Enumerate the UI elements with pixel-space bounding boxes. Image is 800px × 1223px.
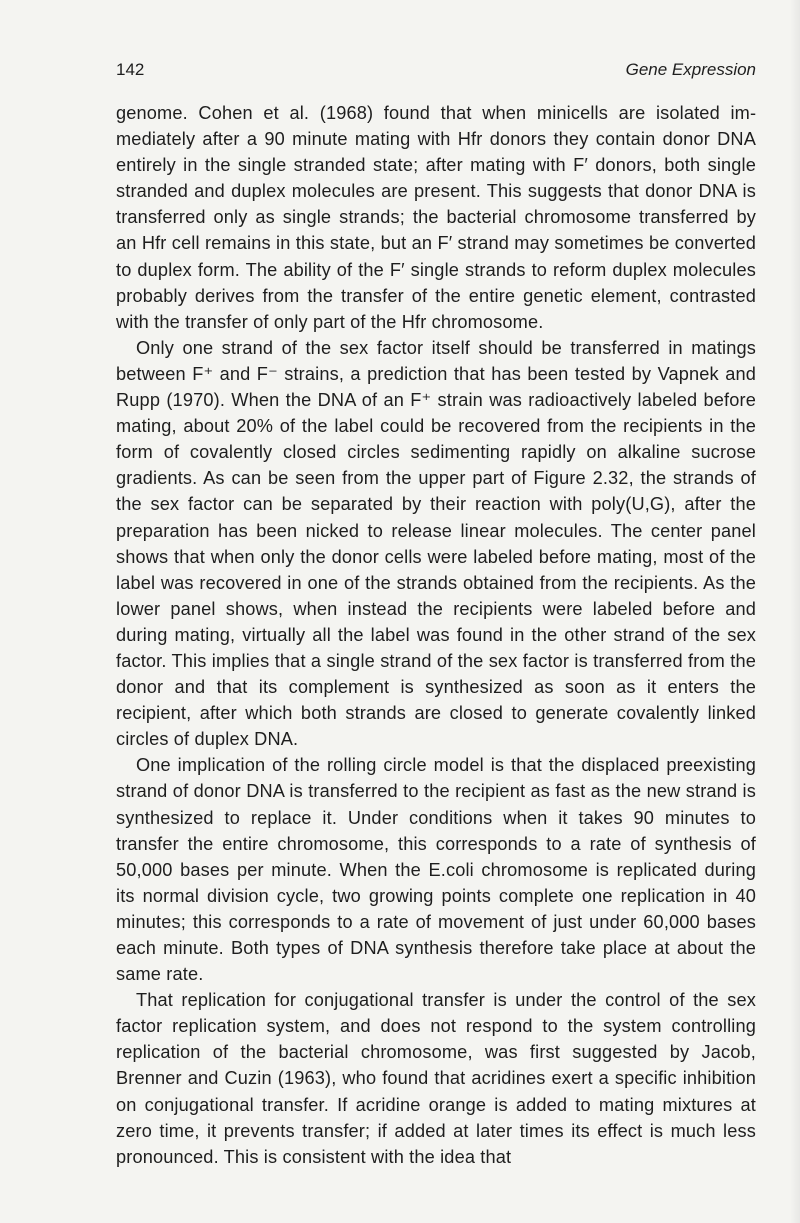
running-head (116, 58, 756, 82)
running-title: Gene Expression (625, 60, 756, 79)
paragraph-rolling-circle: One implication of the rolling circle model is that the displaced preexisting strand of donor DNA is transferred to the recipient as fast as the new strand is synthesized to replace it. Under conditions when it takes 90 minutes to transfer the entire chromosome, this corresponds to a rate of synthesis of 50,000 bases per minute. When the E.coli chromosome is replicated during its normal division cycle, two growing points complete one replication in 40 minutes; this corresponds to a rate of movement of just under 60,000 bases each minute. Both types of DNA synthesis therefore take place at about the same rate. (116, 755, 756, 985)
page-number: 142 (116, 60, 145, 79)
paragraph-continuation: genome. Cohen et al. (1968) found that when minicells are isolated immediately after a 90 minute mating with Hfr donors they contain donor DNA entirely in the single stranded state; after mating with F′ donors, both single stranded and duplex molecules are present. This suggests that donor DNA is transferred only as single strands; the bacterial chromosome transferred by an Hfr cell remains in this state, but an F′ strand may sometimes be converted to duplex form. The ability of the F′ single strands to reform duplex molecules probably derives from the transfer of the entire genetic element, contrasted with the transfer of only part of the Hfr chromosome. (116, 103, 756, 332)
paragraph-sex-factor-strand: Only one strand of the sex factor itself should be transferred in matings between F⁺ and F⁻ strains, a prediction that has been tested by Vapnek and Rupp (1970). When the DNA of an F⁺ strain was radioactively labeled before mating, about 20% of the label could be recovered from the recipients in the form of covalently closed circles sedimenting rapidly on alkaline sucrose gradients. As can be seen from the upper part of Figure 2.32, the strands of the sex factor can be separated by their reaction with poly(U,G), after the preparation has been nicked to release linear molecules. The center panel shows that when only the donor cells were labeled before mating, most of the label was recovered in one of the strands obtained from the recipients. As the lower panel shows, when instead the recipients were labeled before and during mating, virtually all the label was found in the other strand of the sex factor. This implies that a single strand of the sex factor is transferred from the donor and that its complement is synthesized as soon as it enters the recipient, after which both strands are closed to generate covalently linked circles of duplex DNA. (116, 337, 756, 750)
page-edge-shadow (790, 0, 800, 1223)
body-text (116, 100, 756, 1170)
paragraph-replication-control: That replication for conjugational transfer is under the control of the sex factor replication system, and does not respond to the system controlling replication of the bacterial chromosome, was first suggested by Jacob, Brenner and Cuzin (1963), who found that acridines exert a specific inhibition on conjugational transfer. If acridine orange is added to mating mixtures at zero time, it prevents transfer; if added at later times its effect is much less pronounced. This is consistent with the idea that (116, 990, 756, 1167)
